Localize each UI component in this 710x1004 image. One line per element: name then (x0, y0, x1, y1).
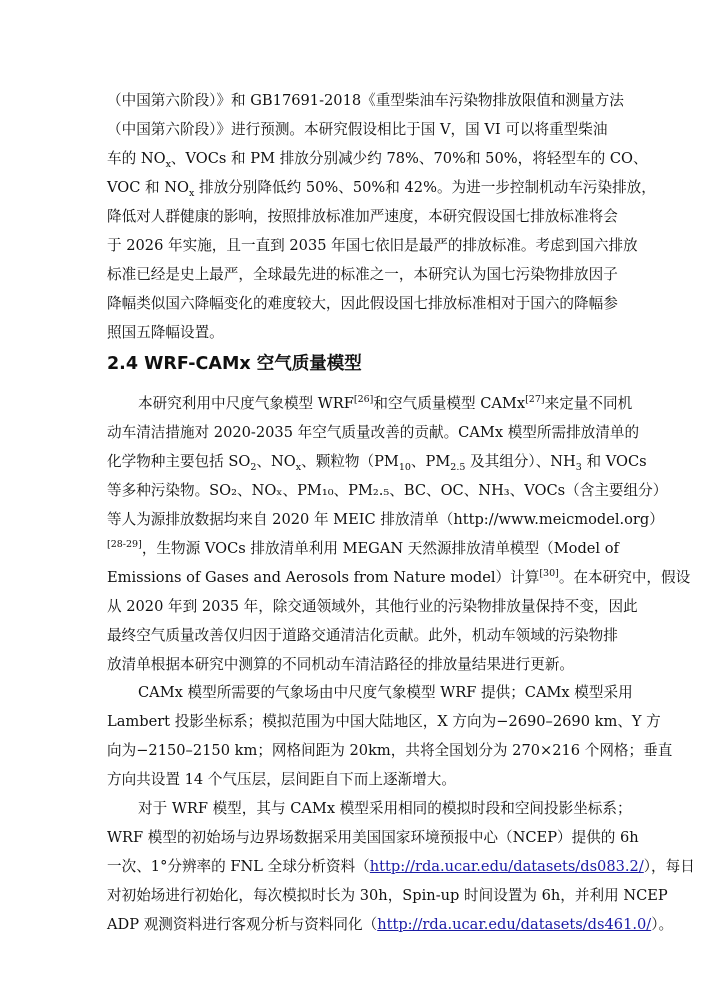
text-segment: ）。 (651, 916, 674, 933)
text-line: 降幅类似国六降幅变化的难度较大，因此假设国七排放标准相对于国六的降幅参 (107, 295, 618, 312)
subscript: 10 (398, 461, 411, 473)
text-segment: 车的 NO (107, 150, 166, 167)
text-segment: ），每日 (643, 858, 695, 875)
text-line: Lambert 投影坐标系；模拟范围为中国大陆地区，X 方向为−2690–2690 km、Y 方 (107, 713, 661, 730)
text-line: CAMx 模型所需要的气象场由中尺度气象模型 WRF 提供；CAMx 模型采用 (138, 684, 633, 701)
text-line (107, 534, 619, 563)
text-segment: ADP 观测资料进行客观分析与资料同化（ (107, 916, 378, 933)
subscript: 2 (250, 461, 257, 473)
text-line (107, 910, 674, 939)
paragraph-wrf-config (107, 794, 695, 939)
paragraph-camx-domain (107, 678, 673, 794)
text-segment: 一次、1°分辨率的 FNL 全球分析资料（ (107, 858, 370, 875)
text-line: （中国第六阶段）》和 GB17691-2018《重型柴油车污染物排放限值和测量方法 (107, 92, 624, 109)
citation-superscript: [28-29] (107, 539, 142, 551)
text-segment: 和空气质量模型 CAMx (373, 395, 526, 412)
text-line (107, 173, 656, 202)
dataset-link[interactable]: http://rda.ucar.edu/datasets/ds083.2/ (369, 858, 644, 875)
subscript: 2.5 (450, 461, 466, 473)
text-segment: 来定量不同机 (544, 395, 633, 412)
text-segment: VOC 和 NO (107, 179, 190, 196)
text-line: 最终空气质量改善仅归因于道路交通清洁化贡献。此外，机动车领域的污染物排 (107, 627, 618, 644)
subscript: x (189, 187, 195, 199)
text-line: 降低对人群健康的影响，按照排放标准加严速度，本研究假设国七排放标准将会 (107, 208, 618, 225)
dataset-link[interactable]: http://rda.ucar.edu/datasets/ds461.0/ (377, 916, 652, 933)
section-heading: 2.4 WRF-CAMx 空气质量模型 (107, 354, 362, 374)
text-segment: 化学物种主要包括 SO (107, 453, 251, 470)
subscript: x (295, 461, 302, 473)
text-line: WRF 模型的初始场与边界场数据采用美国国家环境预报中心（NCEP）提供的 6h (107, 829, 639, 846)
paragraph-emission-standards (107, 86, 656, 347)
text-line: 对初始场进行初始化，每次模拟时长为 30h，Spin-up 时间设置为 6h，并利用 NCEP (107, 887, 668, 904)
text-line: 放清单根据本研究中测算的不同机动车清洁路径的排放量结果进行更新。 (107, 656, 575, 673)
citation-superscript: [27] (525, 394, 545, 406)
text-segment: 、PM (410, 453, 451, 470)
text-line: 向为−2150–2150 km；网格间距为 20km，共将全国划分为 270×216 个网格；垂直 (107, 742, 673, 759)
text-segment: 排放分别降低约 50%、50%和 42%。为进一步控制机动车污染排放， (194, 179, 656, 196)
text-segment: 、VOCs 和 PM 排放分别减少约 78%、70%和 50%，将轻型车的 CO、 (170, 150, 648, 167)
text-segment: Emissions of Gases and Aerosols from Nature model）计算 (107, 569, 540, 586)
paragraph-model-setup (107, 389, 691, 679)
text-line (107, 447, 647, 476)
text-segment: 和 VOCs (581, 453, 647, 470)
subscript: 3 (575, 461, 582, 473)
subscript: x (165, 158, 171, 170)
text-segment: 、NO (256, 453, 296, 470)
text-segment: 、颗粒物（PM (301, 453, 399, 470)
text-line (107, 144, 648, 173)
text-segment: ，生物源 VOCs 排放清单利用 MEGAN 天然源排放清单模型（Model of (141, 540, 619, 557)
text-line (107, 852, 695, 881)
text-line: 等多种污染物。SO₂、NOₓ、PM₁₀、PM₂.₅、BC、OC、NH₃、VOCs（含主要组分） (107, 482, 668, 499)
text-line: 等人为源排放数据均来自 2020 年 MEIC 排放清单（http://www.meicmodel.org） (107, 511, 664, 528)
text-line (107, 563, 691, 592)
citation-superscript: [26] (353, 394, 374, 406)
text-segment: 及其组分）、NH (465, 453, 576, 470)
text-line: 方向共设置 14 个气压层，层间距自下而上逐渐增大。 (107, 771, 456, 788)
text-segment: 本研究利用中尺度气象模型 WRF (138, 395, 354, 412)
text-line: 照国五降幅设置。 (107, 324, 224, 341)
text-line: （中国第六阶段）》进行预测。本研究假设相比于国 V，国 VI 可以将重型柴油 (107, 121, 608, 138)
text-line: 于 2026 年实施，且一直到 2035 年国七依旧是最严的排放标准。考虑到国六排放 (107, 237, 638, 254)
text-line: 标准已经是史上最严，全球最先进的标准之一，本研究认为国七污染物排放因子 (107, 266, 618, 283)
text-line: 对于 WRF 模型，其与 CAMx 模型采用相同的模拟时段和空间投影坐标系； (138, 800, 632, 817)
text-line: 从 2020 年到 2035 年，除交通领域外，其他行业的污染物排放量保持不变，因此 (107, 598, 638, 615)
text-segment: 。在本研究中，假设 (558, 569, 691, 586)
text-line: 动车清洁措施对 2020-2035 年空气质量改善的贡献。CAMx 模型所需排放清单的 (107, 424, 640, 441)
citation-superscript: [30] (539, 568, 559, 580)
text-line (107, 389, 633, 418)
